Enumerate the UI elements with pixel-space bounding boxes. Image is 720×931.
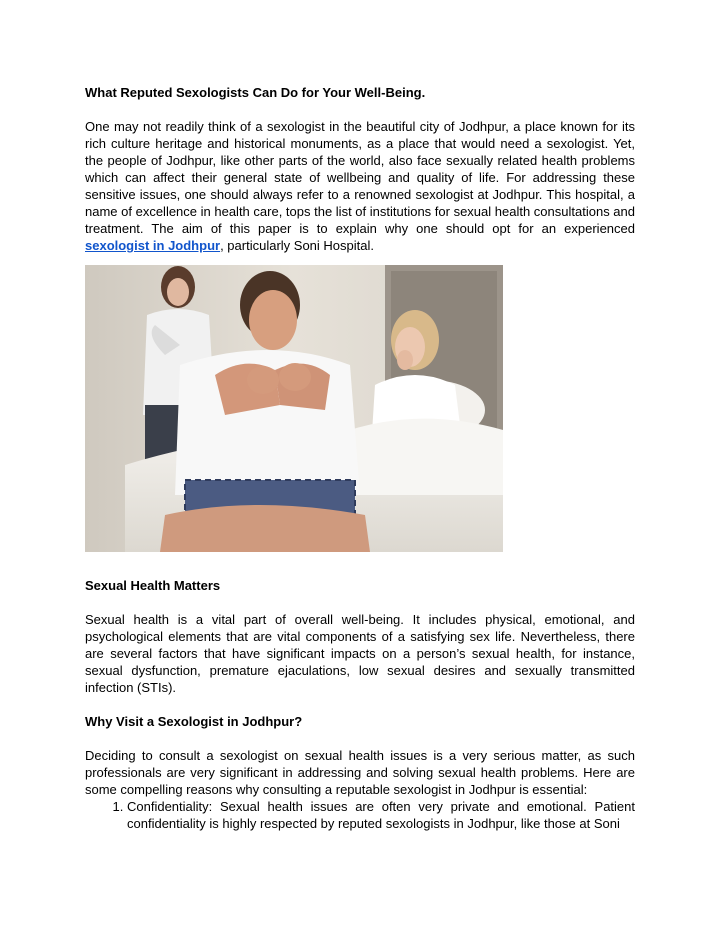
intro-text-end: , particularly Soni Hospital. <box>220 238 374 253</box>
intro-text: One may not readily think of a sexologist in the beautiful city of Jodhpur, a place known for its rich culture heritage and historical monuments, as a place that would need a sexologist. Yet, the people of Jodhpur, like other parts of the world, also face sexually related health problems which can affect their general state of wellbeing and quality of life. For addressing these sensitive issues, one should always refer to a renowned sexologist at Jodhpur. This hospital, a name of excellence in health care, tops the list of institutions for sexual health consultations and treatment. The aim of this paper is to explain why one should opt for an experienced <box>85 119 635 236</box>
document-title: What Reputed Sexologists Can Do for Your Well-Being. <box>85 85 426 100</box>
couple-photo-illustration <box>85 265 503 552</box>
couple-photo <box>85 265 503 552</box>
section-paragraph-why-visit: Deciding to consult a sexologist on sexual health issues is a very serious matter, as such professionals are very significant in addressing and solving sexual health problems. Here are some compelling reasons why consulting a reputable sexologist in Jodhpur is essential: <box>85 748 635 797</box>
reasons-list <box>85 798 635 832</box>
section-heading-sexual-health: Sexual Health Matters <box>85 578 221 593</box>
section-paragraph-sexual-health: Sexual health is a vital part of overall well-being. It includes physical, emotional, and psychological elements that are vital components of a satisfying sex life. Nevertheless, there are several factors that have significant impacts on a person’s sexual health, for instance, sexual dysfunction, premature ejaculations, low sexual desires and sexually transmitted infection (STIs). <box>85 612 635 695</box>
intro-paragraph <box>85 118 635 254</box>
section-heading-why-visit: Why Visit a Sexologist in Jodhpur? <box>85 714 303 729</box>
list-item: 1. Confidentiality: Sexual health issues are often very private and emotional. Patient confidentiality is highly respected by reputed sexologists in Jodhpur, like those at Soni <box>127 798 635 832</box>
sexologist-link[interactable]: sexologist in Jodhpur <box>85 238 221 253</box>
document-body <box>85 84 635 832</box>
